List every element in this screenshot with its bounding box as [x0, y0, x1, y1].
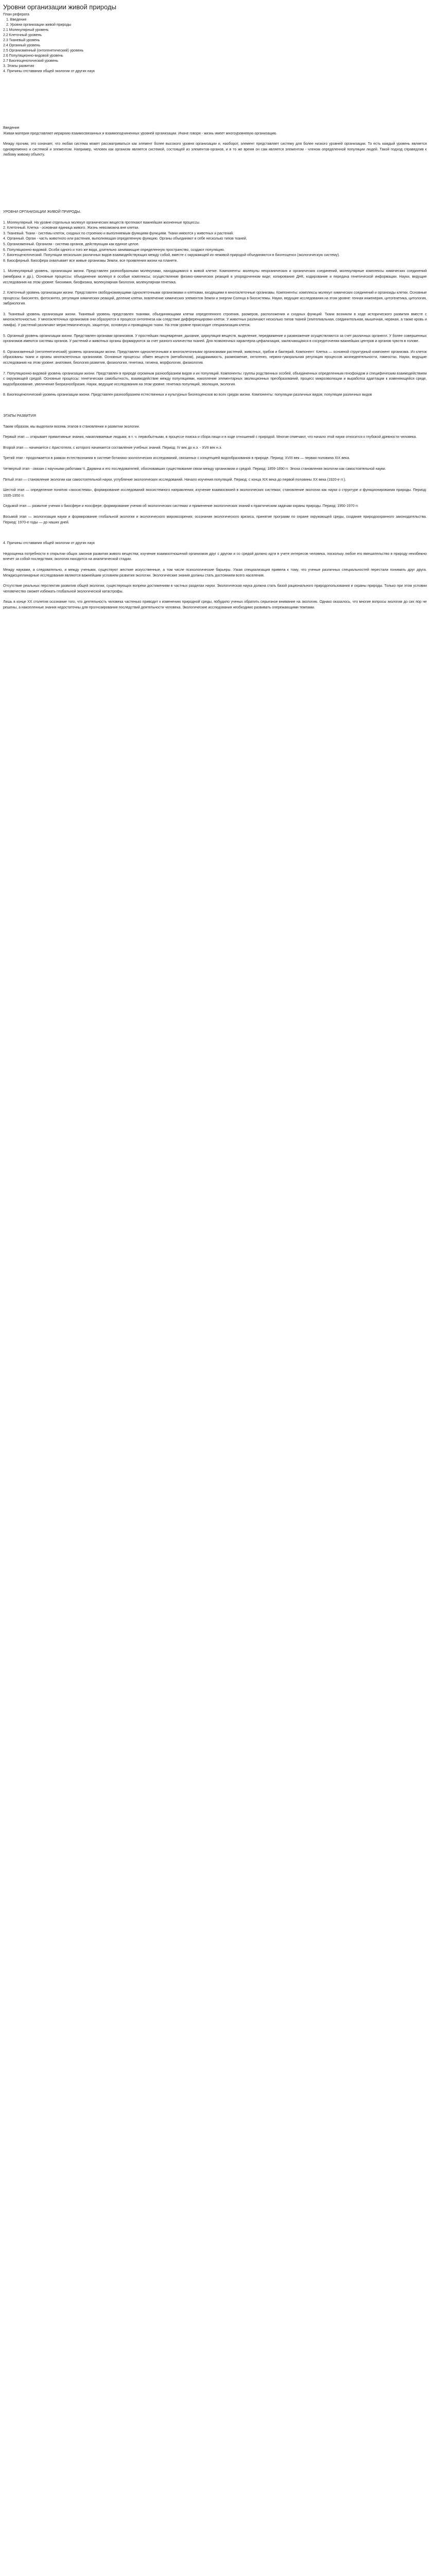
plan-item: 2.1 Молекулярный уровень	[3, 28, 49, 32]
levels-paragraph: 1. Молекулярный уровень, организации жизни. Представлен разнообразными молекулами, находящимися в живой клетке. Компоненты: молекулы неорганических и органических соединений, молекулярные комплексы химических соединений (мембрана и др.). Основные процессы: объединение молекул в особые комплексы; осуществление физико-химических реакций в упорядоченном виде; копирование ДНК, кодирование и передача генетической информации. Науки, ведущие исследования на этом уровне: биохимия, биофизика, молекулярная биология, молекулярная генетика.	[3, 269, 427, 284]
stages-paragraph: Первый этап — открывает примитивные знания, накапливаемые людьми, в т. ч. первобытными, в процессе поиска и сбора пищи и в ходе отношений с природой. Многие отмечают, что начало этой науки относится к глубокой древности человека.	[3, 435, 417, 439]
intro-section	[3, 126, 427, 158]
stages-paragraph: Четвертый этап - связан с научными работами Ч. Дарвина и его последователей, обосновавших существование связи между организмом и средой. Период: 1859-1890 гг. Эпоха становления экологии как самостоятельной науки.	[3, 467, 386, 471]
plan-item: 2.6 Популяционно-видовой уровень	[3, 54, 63, 58]
stages-heading: ЭТАПЫ РАЗВИТИЯ	[3, 414, 36, 418]
plan-item: 2.5 Организменный (онтогенетический) уровень	[3, 49, 84, 53]
plan-label: План реферата	[3, 13, 29, 16]
stages-section	[3, 414, 427, 526]
levels-paragraph: 2. Клеточный. Клетка - основная единица живого. Жизнь невозможна вне клетки.	[3, 226, 139, 230]
levels-paragraph: 7. Популяционно-видовой уровень организации жизни. Представлен в природе огромным разнообразием видов и их популяций. Компоненты: группы родственных особей, объединенных определенным генофондом и специфическим взаимодействием с окружающей средой. Основные процессы: генетическая самобытность, взаимодействие между популяциями, накопление элементарных эволюционных преобразований, процесс микроэволюции и выработка адаптации к изменяющейся среде, видообразование, увеличение биоразнообразия. Науки, ведущие исследования на этом уровне: генетика популяций, эволюция, экология.	[3, 371, 427, 386]
spacer	[3, 163, 427, 210]
spacer	[3, 403, 427, 414]
plan-section	[3, 12, 427, 74]
levels-paragraph: 1. Молекулярный. На уровне отдельных молекул органических веществ протекают важнейшие жизненные процессы.	[3, 221, 200, 225]
plan-item: 2.2 Клеточный уровень	[3, 33, 42, 37]
levels-paragraph: 4. Органный. Орган - часть животного или растения, выполняющая определенную функцию. Органы объединяют в себе несколько типов тканей.	[3, 237, 247, 241]
spacer	[3, 74, 427, 126]
plan-item: 2.4 Органный уровень	[3, 44, 41, 47]
levels-paragraph: 5. Организменный. Организм - система органов, действующая как единое целое.	[3, 242, 139, 246]
levels-paragraph: 6. Популяционно-видовой. Особи одного и того же вида, длительно занимающие определенную пространство, создают популяцию.	[3, 248, 225, 252]
plan-item: 1. Введение	[6, 18, 27, 22]
levels-paragraph: 7. Биогеоценотический. Популяции нескольких различных видов взаимодействующих между собой, вместе с окружающей их неживой природой объединяются в биогеоценоз (экологическую систему).	[3, 253, 340, 258]
lag-paragraph: Недооценка потребности в открытии общих законов развития живого вещества; изучение взаимоотношений организмов друг с другом и со средой должно идти в учете интересов человека, поскольку любое его вмешательство в природу неизбежно влечет за собой последствия; экология находится на аналитической стадии.	[3, 552, 427, 562]
lag-section	[3, 541, 427, 611]
levels-paragraph: 6. Организменный (онтогенетический) уровень организации жизни. Представлен одноклеточными и многоклеточными организмами растений, животных, грибов и бактерий. Компонент: Клетка — основной структурный компонент организма. Из клеток образованы ткани и органы многоклеточных организмов. Основные процессы: обмен веществ (метаболизм), раздражимость, размножение, онтогенез, нервно-гуморальная регуляция процессов жизнедеятельности, гомеостаз. Науки, ведущие исследования на этом уровне: анатомия, биология развития, физиология, генетика, гигиена, морфология, физиология.	[3, 350, 427, 365]
plan-item: 2.7 Биогеоценотический уровень	[3, 59, 58, 63]
levels-section	[3, 210, 427, 398]
intro-heading: Введение	[3, 126, 20, 130]
stages-paragraph: Шестой этап — определение понятия «экосистема», формирование исследований экосистемного направления; изучение взаимосвязей в экологических системах; становление экологии как науки о структуре и функционировании природы. Период: 1935-1950 гг.	[3, 488, 427, 498]
lag-paragraph: Отсутствие реальных перспектив развития общей экологии, существующих вопреки достижениям в частных разделах науки. Экологическая наука должна стать базой рационального природопользования и охраны природы. Только при этом условии человечество сможет избежать глобальной экологической катастрофы.	[3, 584, 427, 594]
lag-paragraph: Между науками, а следовательно, и между учеными, существуют жесткие искусственные, а том числе психологические барьеры. Узкая специализация привела к тому, что ученые различных специальностей перестали понимать друг друга. Междисциплинарные исследования являются важнейшим условием развития экологии. Экологические знания должны стать достоянием всего населения.	[3, 568, 427, 578]
plan-item: 3. Этапы развития	[3, 64, 34, 68]
stages-paragraph: Седьмой этап — развитие учения о биосфере и ноосфере; формирование учения об экологических системах и применение экологических знаний к практическим задачам охраны природы. Период: 1950-1970 гг.	[3, 504, 359, 509]
levels-paragraph: 3. Тканевый. Ткани - системы клеток, сходных по строению и выполняемым функциям функциям. Ткани имеются у животных и растений.	[3, 231, 234, 235]
lag-paragraph: Лишь в конце XX столетия осознание того, что деятельность человека частенько приводит к изменению природной среды, побудило ученых обратить серьезное внимание на экологию. Однако оказалось, что многие вопросы экологии до сих пор не решены, а накопленные знания недостаточны для прогнозирования последствий деятельности человека. Экологические исследования необходимо развивать опережающими темпами.	[3, 600, 427, 609]
levels-paragraph: 8. Биосферный. Биосфера охватывает все живые организмы Земли, все проявления жизни на планете.	[3, 259, 178, 263]
intro-paragraph: Между прочим, это означает, что любая система может рассматриваться как элемент более высокого уровня организации и, наоборот, элемент представляет систему для более низкого уровней организации. То есть каждый уровень является одновременно и системой и элементом. Например, человек как организм является системой, состоящей из элементов-органов, и в то же время он сам является элементом - членом определенной популяции людей. Такой подход справедлив к любому живому объекту.	[3, 142, 427, 157]
document-page	[0, 0, 430, 618]
document-title: Уровни организации живой природы	[3, 3, 116, 11]
stages-paragraph: Пятый этап — становление экологии как самостоятельной науки, углубление экологических исследований. Начало изучения популяций. Период: с конца XIX века до первой половины XX века (1920-е гг.).	[3, 478, 346, 482]
levels-heading: УРОВНИ ОРГАНИЗАЦИИ ЖИВОЙ ПРИРОДЫ.	[3, 210, 81, 214]
intro-paragraph: Живая материя представляет иерархию взаимосвязанных и взаимоподчиненных уровней организации. Иначе говоря - жизнь имеет многоуровневую организацию.	[3, 131, 277, 135]
stages-paragraph: Восьмой этап — экологизация науки и формирование глобальной экологии и экологического мировоззрения; осознание экологического кризиса, принятие программ по охране окружающей среды, создание природоохранного законодательства. Период: 1970-е годы — до наших дней.	[3, 515, 427, 524]
plan-item: 2. Уровни организации живой природы	[6, 23, 72, 27]
levels-paragraph: 5. Органный уровень организации жизни. Представлен органами организмов. У простейших пищеварение, дыхание, циркуляция веществ, выделение, передвижение и размножение осуществляются за счет различных органелл. У более совершенных организмов имеются системы органов. У растений и животных органы формируются за счет разного количества тканей. Для позвоночных характерна цефализация, заключающаяся в сосредоточении важнейших центров и органов чувств в голове.	[3, 334, 427, 344]
lag-heading: 4. Причины отставания общей экологии от других наук	[3, 541, 95, 546]
levels-paragraph: 3. Тканевый уровень организации жизни. Тканевый уровень представлен тканями, объединяющими клетки определенного строения, размеров, расположения и сходных функций. Ткани возникли в ходе исторического развития вместе с многоклеточностью. У многоклеточных организмов они образуются в процессе онтогенеза как следствие дифференцировки клеток. У животных различают несколько типов тканей (эпителиальная, соединительная, мышечная, нервная, а также кровь и лимфа). У растений различают меристематическую, защитную, основную и проводящую ткани. На этом уровне происходит специализация клеток.	[3, 312, 427, 328]
stages-paragraph: Третий этап - продолжается в рамках естествознания в системе ботанико-зоологических исследований, связанных с концепцией видообразования в природе. Период: XVIII век — первая половина XIX века.	[3, 456, 350, 461]
stages-paragraph: Таким образом, мы выделили восемь этапов в становлении и развитии экологии.	[3, 425, 140, 429]
levels-paragraph: 8. Биогеоценотический уровень организации жизни. Представлен разнообразием естественных и культурных биогеоценозов во всех средах жизни. Компоненты: популяции различных видов; популяции различных видов	[3, 393, 372, 397]
spacer	[3, 531, 427, 541]
plan-item: 2.3 Тканевый уровень	[3, 39, 40, 42]
plan-item: 4. Причины отставания общей экологии от других наук	[3, 70, 95, 73]
stages-paragraph: Второй этап — начинается с Аристотеля, с которого начинается составление учебных знаний. Период: IV век до н.э. - XVII век н.э.	[3, 446, 222, 450]
levels-paragraph: 2. Клеточный уровень организации жизни. Представлен свободноживущими одноклеточными организмами и клетками, входящими в многоклеточные организмы. Компоненты: комплексы молекул химических соединений и органоиды клетки. Основные процессы: биосинтез, фотосинтез, регуляция химических реакций, деление клетки, вовлечение химических элементов Земли и энергии Солнца в биосистемы. Науки, ведущие исследования на этом уровне: генная инженерия, цитогенетика, цитология, эмбриология.	[3, 291, 427, 306]
